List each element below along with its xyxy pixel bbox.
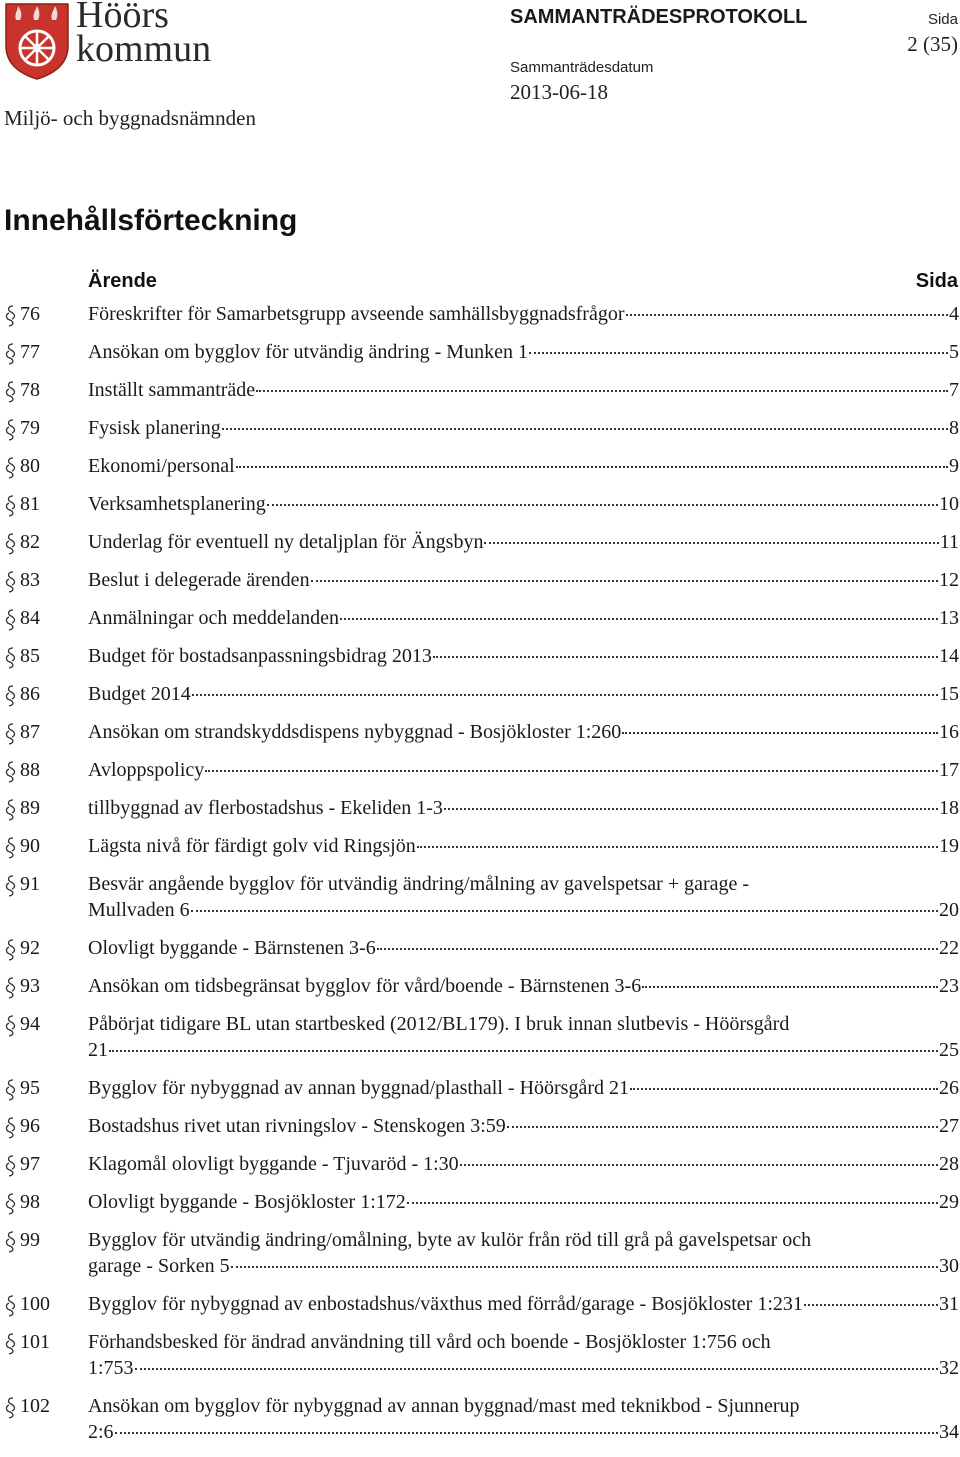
entry-number: 97 bbox=[20, 1153, 40, 1175]
entry-title bbox=[88, 1075, 959, 1101]
paragraph-sign-icon bbox=[4, 571, 17, 593]
entry-title-line bbox=[88, 719, 959, 745]
dot-leader bbox=[460, 1164, 938, 1166]
dot-leader bbox=[433, 656, 938, 658]
entry-title-line bbox=[88, 973, 959, 999]
entry-title-text: Budget 2014 bbox=[88, 683, 191, 705]
entry-title bbox=[88, 871, 959, 923]
entry-number: 76 bbox=[20, 303, 40, 325]
entry-title-text: 21 bbox=[88, 1039, 108, 1061]
paragraph-sign-icon bbox=[4, 647, 17, 669]
toc-entry bbox=[0, 643, 960, 669]
entry-page-number: 14 bbox=[939, 645, 959, 667]
paragraph-sign-icon bbox=[4, 343, 17, 365]
dot-leader bbox=[377, 948, 938, 950]
paragraph-sign-icon bbox=[4, 457, 17, 479]
entry-title-text: Bostadshus rivet utan rivningslov - Stenskogen 3:59 bbox=[88, 1115, 506, 1137]
entry-page-number: 8 bbox=[949, 417, 959, 439]
paragraph-sign-icon bbox=[4, 837, 17, 859]
entry-title-line bbox=[88, 795, 959, 821]
entry-number: 102 bbox=[20, 1395, 50, 1417]
entry-page-number: 23 bbox=[939, 975, 959, 997]
dot-leader bbox=[256, 390, 948, 392]
entry-title-text: Beslut i delegerade ärenden bbox=[88, 569, 310, 591]
entry-number: 89 bbox=[20, 797, 40, 819]
paragraph-sign-icon bbox=[4, 1155, 17, 1177]
logo-wordmark bbox=[76, 0, 212, 70]
entry-title-text: tillbyggnad av flerbostadshus - Ekeliden 1-3 bbox=[88, 797, 443, 819]
entry-title bbox=[88, 1291, 959, 1317]
page-number: 2 (35) bbox=[907, 32, 958, 56]
entry-title-line bbox=[88, 1189, 959, 1215]
meeting-date-label: Sammanträdesdatum bbox=[510, 59, 654, 76]
dot-leader bbox=[804, 1304, 938, 1306]
entry-title-line bbox=[88, 1393, 959, 1419]
toc-entry bbox=[0, 871, 960, 923]
toc-entry bbox=[0, 567, 960, 593]
toc-entry bbox=[0, 605, 960, 631]
toc-entry bbox=[0, 491, 960, 517]
dot-leader bbox=[630, 1088, 938, 1090]
entry-page-number: 9 bbox=[949, 455, 959, 477]
entry-title-text: Ansökan om bygglov för utvändig ändring - Munken 1 bbox=[88, 341, 528, 363]
entry-title-line bbox=[88, 1419, 959, 1445]
entry-title-line bbox=[88, 1291, 959, 1317]
logo-line-1: Höörs bbox=[76, 0, 169, 36]
entry-title-line bbox=[88, 935, 959, 961]
toc-entry bbox=[0, 1227, 960, 1279]
toc-entry bbox=[0, 795, 960, 821]
entry-title-text: Ekonomi/personal bbox=[88, 455, 235, 477]
paragraph-sign-icon bbox=[4, 761, 17, 783]
entry-page-number: 29 bbox=[939, 1191, 959, 1213]
entry-title-text: 1:753 bbox=[88, 1357, 134, 1379]
toc-entry bbox=[0, 301, 960, 327]
entry-title-line bbox=[88, 1355, 959, 1381]
toc-entry bbox=[0, 1011, 960, 1063]
entry-title bbox=[88, 1151, 959, 1177]
column-header-sida: Sida bbox=[915, 270, 958, 292]
toc-entry bbox=[0, 973, 960, 999]
entry-number: 96 bbox=[20, 1115, 40, 1137]
entry-page-number: 28 bbox=[939, 1153, 959, 1175]
entry-title-text: Budget för bostadsanpassningsbidrag 2013 bbox=[88, 645, 432, 667]
entry-page-number: 20 bbox=[939, 899, 959, 921]
entry-title bbox=[88, 491, 959, 517]
toc-entry bbox=[0, 415, 960, 441]
entry-title-text: Ansökan om bygglov för nybyggnad av annan byggnad/mast med teknikbod - Sjunnerup bbox=[88, 1395, 800, 1417]
entry-number: 79 bbox=[20, 417, 40, 439]
entry-page-number: 16 bbox=[939, 721, 959, 743]
dot-leader bbox=[642, 986, 938, 988]
entry-page-number: 13 bbox=[939, 607, 959, 629]
toc-entry bbox=[0, 681, 960, 707]
paragraph-sign-icon bbox=[4, 1117, 17, 1139]
entry-title-line bbox=[88, 681, 959, 707]
entry-title bbox=[88, 567, 959, 593]
entry-title-text: 2:6 bbox=[88, 1421, 114, 1443]
entry-title-line bbox=[88, 1075, 959, 1101]
entry-number: 92 bbox=[20, 937, 40, 959]
entry-title-line bbox=[88, 1151, 959, 1177]
entry-number: 80 bbox=[20, 455, 40, 477]
entry-page-number: 10 bbox=[939, 493, 959, 515]
paragraph-sign-icon bbox=[4, 381, 17, 403]
entry-title bbox=[88, 681, 959, 707]
entry-title-text: Föreskrifter för Samarbetsgrupp avseende samhällsbyggnadsfrågor bbox=[88, 303, 625, 325]
entry-title bbox=[88, 935, 959, 961]
entry-title-line bbox=[88, 1037, 959, 1063]
entry-title bbox=[88, 529, 959, 555]
entry-page-number: 27 bbox=[939, 1115, 959, 1137]
entry-page-number: 12 bbox=[939, 569, 959, 591]
entry-title-line bbox=[88, 1113, 959, 1139]
dot-leader bbox=[311, 580, 938, 582]
dot-leader bbox=[205, 770, 938, 772]
entry-page-number: 15 bbox=[939, 683, 959, 705]
dot-leader bbox=[192, 694, 938, 696]
entry-page-number: 22 bbox=[939, 937, 959, 959]
entry-title-text: Verksamhetsplanering bbox=[88, 493, 266, 515]
entry-title-text: Olovligt byggande - Bärnstenen 3-6 bbox=[88, 937, 376, 959]
entry-title-line bbox=[88, 871, 959, 897]
entry-number: 77 bbox=[20, 341, 40, 363]
entry-title bbox=[88, 301, 959, 327]
entry-page-number: 31 bbox=[939, 1293, 959, 1315]
paragraph-sign-icon bbox=[4, 1295, 17, 1317]
entry-title-text: Bygglov för nybyggnad av annan byggnad/plasthall - Höörsgård 21 bbox=[88, 1077, 630, 1099]
entry-title-text: Påbörjat tidigare BL utan startbesked (2012/BL179). I bruk innan slutbevis - Höörsgård bbox=[88, 1013, 790, 1035]
entry-number: 90 bbox=[20, 835, 40, 857]
dot-leader bbox=[622, 732, 938, 734]
paragraph-sign-icon bbox=[4, 939, 17, 961]
paragraph-sign-icon bbox=[4, 685, 17, 707]
entry-title bbox=[88, 339, 959, 365]
paragraph-sign-icon bbox=[4, 1193, 17, 1215]
toc-title: Innehållsförteckning bbox=[4, 204, 298, 237]
paragraph-sign-icon bbox=[4, 609, 17, 631]
entry-title bbox=[88, 1189, 959, 1215]
entry-number: 101 bbox=[20, 1331, 50, 1353]
entry-title bbox=[88, 719, 959, 745]
entry-title bbox=[88, 1011, 959, 1063]
entry-title-text: Bygglov för utvändig ändring/omålning, byte av kulör från röd till grå på gavelspetsar och bbox=[88, 1229, 812, 1251]
paragraph-sign-icon bbox=[4, 1333, 17, 1355]
entry-page-number: 17 bbox=[939, 759, 959, 781]
dot-leader bbox=[191, 910, 938, 912]
entry-number: 84 bbox=[20, 607, 40, 629]
paragraph-sign-icon bbox=[4, 533, 17, 555]
municipality-logo bbox=[4, 2, 224, 82]
entry-page-number: 26 bbox=[939, 1077, 959, 1099]
entry-title-text: Ansökan om tidsbegränsat bygglov för vård/boende - Bärnstenen 3-6 bbox=[88, 975, 642, 997]
entry-number: 93 bbox=[20, 975, 40, 997]
dot-leader bbox=[417, 846, 938, 848]
toc-entries bbox=[0, 301, 960, 1457]
logo-line-2: kommun bbox=[76, 28, 212, 70]
entry-title-line bbox=[88, 833, 959, 859]
toc-entry bbox=[0, 833, 960, 859]
paragraph-sign-icon bbox=[4, 1079, 17, 1101]
entry-page-number: 32 bbox=[939, 1357, 959, 1379]
paragraph-sign-icon bbox=[4, 495, 17, 517]
entry-title-line bbox=[88, 643, 959, 669]
entry-title-text: Besvär angående bygglov för utvändig ändring/målning av gavelspetsar + garage - bbox=[88, 873, 750, 895]
entry-number: 94 bbox=[20, 1013, 40, 1035]
entry-page-number: 11 bbox=[939, 531, 959, 553]
entry-title-line bbox=[88, 757, 959, 783]
entry-page-number: 30 bbox=[939, 1255, 959, 1277]
document-type: SAMMANTRÄDESPROTOKOLL bbox=[510, 6, 808, 28]
paragraph-sign-icon bbox=[4, 875, 17, 897]
dot-leader bbox=[407, 1202, 938, 1204]
entry-title-line bbox=[88, 1011, 959, 1037]
toc-entry bbox=[0, 453, 960, 479]
paragraph-sign-icon bbox=[4, 799, 17, 821]
entry-page-number: 4 bbox=[949, 303, 959, 325]
entry-title-line bbox=[88, 605, 959, 631]
toc-entry bbox=[0, 339, 960, 365]
meeting-date-value: 2013-06-18 bbox=[510, 80, 608, 104]
entry-number: 82 bbox=[20, 531, 40, 553]
dot-leader bbox=[115, 1432, 938, 1434]
toc-entry bbox=[0, 719, 960, 745]
entry-number: 91 bbox=[20, 873, 40, 895]
entry-title-line bbox=[88, 1253, 959, 1279]
entry-title-text: Anmälningar och meddelanden bbox=[88, 607, 340, 629]
entry-number: 78 bbox=[20, 379, 40, 401]
entry-title-text: Olovligt byggande - Bosjökloster 1:172 bbox=[88, 1191, 406, 1213]
dot-leader bbox=[231, 1266, 938, 1268]
entry-title bbox=[88, 833, 959, 859]
dot-leader bbox=[236, 466, 948, 468]
column-header-arende: Ärende bbox=[88, 270, 157, 292]
entry-number: 83 bbox=[20, 569, 40, 591]
entry-title bbox=[88, 1227, 959, 1279]
entry-title-text: Klagomål olovligt byggande - Tjuvaröd - 1:30 bbox=[88, 1153, 459, 1175]
entry-number: 100 bbox=[20, 1293, 50, 1315]
hoor-crest-icon bbox=[4, 2, 70, 80]
dot-leader bbox=[444, 808, 938, 810]
paragraph-sign-icon bbox=[4, 1231, 17, 1253]
dot-leader bbox=[507, 1126, 938, 1128]
toc-entry bbox=[0, 1329, 960, 1381]
entry-title-line bbox=[88, 415, 959, 441]
toc-entry bbox=[0, 377, 960, 403]
entry-title bbox=[88, 453, 959, 479]
entry-title-line bbox=[88, 339, 959, 365]
entry-number: 95 bbox=[20, 1077, 40, 1099]
dot-leader bbox=[222, 428, 948, 430]
entry-title-line bbox=[88, 453, 959, 479]
entry-page-number: 25 bbox=[939, 1039, 959, 1061]
dot-leader bbox=[340, 618, 938, 620]
entry-title bbox=[88, 973, 959, 999]
entry-page-number: 5 bbox=[949, 341, 959, 363]
entry-title-text: garage - Sorken 5 bbox=[88, 1255, 230, 1277]
toc-entry bbox=[0, 1113, 960, 1139]
entry-number: 88 bbox=[20, 759, 40, 781]
entry-title-text: Bygglov för nybyggnad av enbostadshus/växthus med förråd/garage - Bosjökloster 1:231 bbox=[88, 1293, 803, 1315]
paragraph-sign-icon bbox=[4, 977, 17, 999]
entry-title bbox=[88, 643, 959, 669]
paragraph-sign-icon bbox=[4, 1397, 17, 1419]
entry-number: 86 bbox=[20, 683, 40, 705]
entry-title bbox=[88, 1329, 959, 1381]
dot-leader bbox=[626, 314, 948, 316]
entry-title-line bbox=[88, 897, 959, 923]
entry-title-line bbox=[88, 491, 959, 517]
department-name: Miljö- och byggnadsnämnden bbox=[4, 106, 256, 130]
toc-entry bbox=[0, 1075, 960, 1101]
paragraph-sign-icon bbox=[4, 419, 17, 441]
paragraph-sign-icon bbox=[4, 723, 17, 745]
paragraph-sign-icon bbox=[4, 1015, 17, 1037]
entry-title-line bbox=[88, 1329, 959, 1355]
entry-number: 81 bbox=[20, 493, 40, 515]
entry-title-line bbox=[88, 529, 959, 555]
page-label: Sida bbox=[927, 11, 958, 28]
entry-page-number: 19 bbox=[939, 835, 959, 857]
entry-page-number: 34 bbox=[939, 1421, 959, 1443]
entry-number: 85 bbox=[20, 645, 40, 667]
entry-title bbox=[88, 757, 959, 783]
entry-title-text: Ansökan om strandskyddsdispens nybyggnad - Bosjökloster 1:260 bbox=[88, 721, 622, 743]
entry-title-line bbox=[88, 301, 959, 327]
entry-title-line bbox=[88, 1227, 959, 1253]
entry-page-number: 18 bbox=[939, 797, 959, 819]
toc-entry bbox=[0, 1291, 960, 1317]
entry-page-number: 7 bbox=[949, 379, 959, 401]
dot-leader bbox=[135, 1368, 938, 1370]
toc-entry bbox=[0, 1393, 960, 1445]
entry-title-text: Fysisk planering bbox=[88, 417, 221, 439]
dot-leader bbox=[109, 1050, 938, 1052]
toc-entry bbox=[0, 757, 960, 783]
entry-title bbox=[88, 415, 959, 441]
entry-title bbox=[88, 1393, 959, 1445]
entry-title bbox=[88, 377, 959, 403]
entry-title-text: Mullvaden 6 bbox=[88, 899, 190, 921]
entry-title-text: Avloppspolicy bbox=[88, 759, 205, 781]
entry-title-text: Lägsta nivå för färdigt golv vid Ringsjön bbox=[88, 835, 416, 857]
toc-entry bbox=[0, 1189, 960, 1215]
entry-title-line bbox=[88, 377, 959, 403]
dot-leader bbox=[484, 542, 938, 544]
entry-title bbox=[88, 795, 959, 821]
dot-leader bbox=[529, 352, 948, 354]
entry-number: 98 bbox=[20, 1191, 40, 1213]
paragraph-sign-icon bbox=[4, 305, 17, 327]
entry-title-line bbox=[88, 567, 959, 593]
entry-title-text: Inställt sammanträde bbox=[88, 379, 256, 401]
entry-title-text: Underlag för eventuell ny detaljplan för Ängsbyn bbox=[88, 531, 484, 553]
entry-title bbox=[88, 1113, 959, 1139]
entry-number: 99 bbox=[20, 1229, 40, 1251]
entry-title bbox=[88, 605, 959, 631]
toc-entry bbox=[0, 1151, 960, 1177]
dot-leader bbox=[267, 504, 938, 506]
entry-number: 87 bbox=[20, 721, 40, 743]
toc-entry bbox=[0, 529, 960, 555]
toc-entry bbox=[0, 935, 960, 961]
entry-title-text: Förhandsbesked för ändrad användning till vård och boende - Bosjökloster 1:756 och bbox=[88, 1331, 771, 1353]
